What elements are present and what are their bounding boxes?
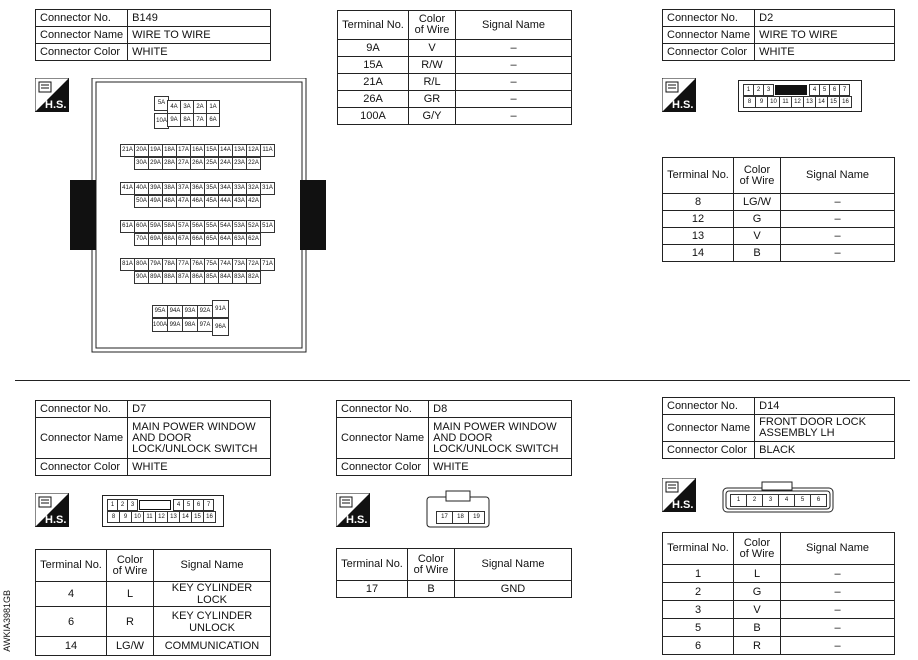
pin-9: 9 bbox=[755, 96, 768, 108]
pin-39A: 39A bbox=[148, 182, 163, 195]
pin-52A: 52A bbox=[246, 220, 261, 233]
pin-27A: 27A bbox=[176, 157, 191, 170]
pin-94A: 94A bbox=[167, 305, 183, 318]
pin-5: 5 bbox=[183, 499, 194, 511]
hs-icon bbox=[662, 78, 696, 112]
pin-16: 16 bbox=[203, 511, 216, 523]
pin-71A: 71A bbox=[260, 258, 275, 271]
b149-terminal-table: Terminal No. Color of Wire Signal Name 9A V – 15A R/W – 21A R/L – 26A GR – 100A G/Y – bbox=[337, 10, 572, 125]
table-row bbox=[36, 607, 271, 637]
pin-78A: 78A bbox=[162, 258, 177, 271]
cell-signal: – bbox=[456, 91, 572, 108]
pin-77A: 77A bbox=[176, 258, 191, 271]
hs-icon bbox=[336, 493, 370, 527]
pin-45A: 45A bbox=[204, 195, 219, 208]
pin-46A: 46A bbox=[190, 195, 205, 208]
cell-color: G/Y bbox=[409, 108, 456, 125]
pin-15: 15 bbox=[191, 511, 204, 523]
d2-terminal-table: Terminal No. Color of Wire Signal Name 8 LG/W – 12 G – 13 V – 14 B – bbox=[662, 157, 895, 262]
pin-73A: 73A bbox=[232, 258, 247, 271]
cell-signal: GND bbox=[455, 581, 572, 598]
cell-signal: – bbox=[781, 194, 895, 211]
pin-1: 1 bbox=[743, 84, 754, 96]
d8-connector-diagram bbox=[426, 487, 490, 529]
cell-color: R bbox=[107, 607, 154, 637]
pin-74A: 74A bbox=[218, 258, 233, 271]
cell-signal: – bbox=[781, 583, 895, 601]
pin-23A: 23A bbox=[232, 157, 247, 170]
svg-text:H.S.: H.S. bbox=[672, 99, 694, 111]
cell-terminal: 17 bbox=[337, 581, 408, 598]
pin-17A: 17A bbox=[176, 144, 191, 157]
pin-11A: 11A bbox=[260, 144, 275, 157]
cell-signal: – bbox=[781, 619, 895, 637]
pin-68A: 68A bbox=[162, 233, 177, 246]
pin-3: 3 bbox=[763, 84, 774, 96]
pin-69A: 69A bbox=[148, 233, 163, 246]
pin-13: 13 bbox=[803, 96, 816, 108]
pin-13A: 13A bbox=[232, 144, 247, 157]
table-row bbox=[663, 637, 895, 655]
pin-65A: 65A bbox=[204, 233, 219, 246]
cell-signal: KEY CYLINDER LOCK bbox=[154, 582, 271, 607]
cell-color: GR bbox=[409, 91, 456, 108]
table-row bbox=[663, 211, 895, 228]
pin-10: 10 bbox=[767, 96, 780, 108]
cell-terminal: 13 bbox=[663, 228, 734, 245]
pin-1A: 1A bbox=[206, 100, 220, 114]
pin-4A: 4A bbox=[167, 100, 181, 114]
pin-3: 3 bbox=[127, 499, 138, 511]
pin-51A: 51A bbox=[260, 220, 275, 233]
d8-info-table: Connector No. D8 Connector Name MAIN POWER WINDOW AND DOOR LOCK/UNLOCK SWITCH Connector Color WHITE bbox=[336, 400, 572, 476]
pin-2: 2 bbox=[746, 494, 763, 507]
cell-signal: – bbox=[781, 211, 895, 228]
pin-72A: 72A bbox=[246, 258, 261, 271]
pin-91A: 91A bbox=[212, 300, 229, 318]
pin-21A: 21A bbox=[120, 144, 135, 157]
table-row bbox=[338, 91, 572, 108]
pin-86A: 86A bbox=[190, 271, 205, 284]
pin-42A: 42A bbox=[246, 195, 261, 208]
pin-13: 13 bbox=[167, 511, 180, 523]
cell-color: L bbox=[734, 565, 781, 583]
pin-96A: 96A bbox=[212, 318, 229, 336]
pin-93A: 93A bbox=[182, 305, 198, 318]
pin-6: 6 bbox=[193, 499, 204, 511]
cell-color: G bbox=[734, 211, 781, 228]
pin-11: 11 bbox=[143, 511, 156, 523]
cell-terminal: 26A bbox=[338, 91, 409, 108]
d8-terminal-table: Terminal No. Color of Wire Signal Name 17 B GND bbox=[336, 548, 572, 598]
pin-12: 12 bbox=[791, 96, 804, 108]
svg-text:H.S.: H.S. bbox=[672, 499, 694, 511]
cell-terminal: 21A bbox=[338, 74, 409, 91]
pin-7: 7 bbox=[839, 84, 850, 96]
pin-34A: 34A bbox=[218, 182, 233, 195]
pin-15: 15 bbox=[827, 96, 840, 108]
d14-info-table: Connector No. D14 Connector Name FRONT DOOR LOCK ASSEMBLY LH Connector Color BLACK bbox=[662, 397, 895, 459]
hs-icon bbox=[35, 493, 69, 527]
pin-30A: 30A bbox=[134, 157, 149, 170]
cell-signal: – bbox=[781, 228, 895, 245]
locking-tab bbox=[775, 85, 807, 95]
pin-6: 6 bbox=[829, 84, 840, 96]
pin-84A: 84A bbox=[218, 271, 233, 284]
pin-38A: 38A bbox=[162, 182, 177, 195]
pin-4: 4 bbox=[173, 499, 184, 511]
cell-color: V bbox=[734, 601, 781, 619]
pin-60A: 60A bbox=[134, 220, 149, 233]
pin-16A: 16A bbox=[190, 144, 205, 157]
pin-85A: 85A bbox=[204, 271, 219, 284]
pin-18: 18 bbox=[452, 511, 469, 524]
table-row bbox=[663, 619, 895, 637]
cell-terminal: 6 bbox=[663, 637, 734, 655]
pin-3: 3 bbox=[762, 494, 779, 507]
pin-19A: 19A bbox=[148, 144, 163, 157]
table-row bbox=[663, 228, 895, 245]
pin-20A: 20A bbox=[134, 144, 149, 157]
pin-4: 4 bbox=[778, 494, 795, 507]
pin-57A: 57A bbox=[176, 220, 191, 233]
pin-95A: 95A bbox=[152, 305, 168, 318]
d14-terminal-table: Terminal No. Color of Wire Signal Name 1 L – 2 G – 3 V – 5 B – 6 R – bbox=[662, 532, 895, 655]
pin-5: 5 bbox=[794, 494, 811, 507]
pin-10: 10 bbox=[131, 511, 144, 523]
pin-8: 8 bbox=[743, 96, 756, 108]
pin-5: 5 bbox=[819, 84, 830, 96]
pin-5A: 5A bbox=[154, 96, 169, 111]
cell-terminal: 5 bbox=[663, 619, 734, 637]
svg-text:H.S.: H.S. bbox=[346, 514, 368, 526]
pin-2: 2 bbox=[117, 499, 128, 511]
b149-info-table: Connector No. B149 Connector Name WIRE TO WIRE Connector Color WHITE bbox=[35, 9, 271, 61]
cell-color: V bbox=[409, 40, 456, 57]
pin-12: 12 bbox=[155, 511, 168, 523]
table-row bbox=[663, 245, 895, 262]
pin-6: 6 bbox=[810, 494, 827, 507]
pin-63A: 63A bbox=[232, 233, 247, 246]
d2-connector-diagram bbox=[738, 80, 862, 112]
cell-terminal: 15A bbox=[338, 57, 409, 74]
cell-color: R/L bbox=[409, 74, 456, 91]
pin-14: 14 bbox=[815, 96, 828, 108]
pin-33A: 33A bbox=[232, 182, 247, 195]
cell-terminal: 4 bbox=[36, 582, 107, 607]
cell-color: LG/W bbox=[107, 637, 154, 656]
pin-76A: 76A bbox=[190, 258, 205, 271]
section-divider bbox=[15, 380, 910, 381]
pin-70A: 70A bbox=[134, 233, 149, 246]
pin-2: 2 bbox=[753, 84, 764, 96]
cell-color: B bbox=[734, 245, 781, 262]
pin-2A: 2A bbox=[193, 100, 207, 114]
table-row bbox=[337, 581, 572, 598]
pin-36A: 36A bbox=[190, 182, 205, 195]
pin-41A: 41A bbox=[120, 182, 135, 195]
pin-75A: 75A bbox=[204, 258, 219, 271]
cell-color: B bbox=[734, 619, 781, 637]
cell-signal: – bbox=[781, 565, 895, 583]
pin-16: 16 bbox=[839, 96, 852, 108]
pin-50A: 50A bbox=[134, 195, 149, 208]
cell-signal: – bbox=[456, 57, 572, 74]
pin-35A: 35A bbox=[204, 182, 219, 195]
cell-color: R bbox=[734, 637, 781, 655]
cell-terminal: 9A bbox=[338, 40, 409, 57]
pin-100A: 100A bbox=[152, 318, 168, 332]
pin-9A: 9A bbox=[167, 113, 181, 127]
cell-signal: – bbox=[781, 601, 895, 619]
pin-6A: 6A bbox=[206, 113, 220, 127]
pin-4: 4 bbox=[809, 84, 820, 96]
b149-connector-no: B149 bbox=[128, 10, 271, 27]
pin-67A: 67A bbox=[176, 233, 191, 246]
pin-29A: 29A bbox=[148, 157, 163, 170]
cell-terminal: 2 bbox=[663, 583, 734, 601]
pin-55A: 55A bbox=[204, 220, 219, 233]
table-row bbox=[663, 565, 895, 583]
pin-19: 19 bbox=[468, 511, 485, 524]
hs-icon bbox=[35, 78, 69, 112]
pin-88A: 88A bbox=[162, 271, 177, 284]
cell-signal: – bbox=[781, 245, 895, 262]
pin-12A: 12A bbox=[246, 144, 261, 157]
b149-connector-diagram bbox=[70, 78, 326, 354]
pin-64A: 64A bbox=[218, 233, 233, 246]
cell-signal: – bbox=[781, 637, 895, 655]
table-row bbox=[338, 40, 572, 57]
pin-81A: 81A bbox=[120, 258, 135, 271]
pin-24A: 24A bbox=[218, 157, 233, 170]
d2-info-table: Connector No. D2 Connector Name WIRE TO WIRE Connector Color WHITE bbox=[662, 9, 895, 61]
pin-7A: 7A bbox=[193, 113, 207, 127]
cell-terminal: 8 bbox=[663, 194, 734, 211]
pin-79A: 79A bbox=[148, 258, 163, 271]
pin-14: 14 bbox=[179, 511, 192, 523]
table-row bbox=[36, 582, 271, 607]
pin-7: 7 bbox=[203, 499, 214, 511]
cell-color: V bbox=[734, 228, 781, 245]
pin-9: 9 bbox=[119, 511, 132, 523]
cell-signal: COMMUNICATION bbox=[154, 637, 271, 656]
pin-43A: 43A bbox=[232, 195, 247, 208]
table-row bbox=[663, 601, 895, 619]
pin-11: 11 bbox=[779, 96, 792, 108]
pin-82A: 82A bbox=[246, 271, 261, 284]
locking-tab bbox=[139, 500, 171, 510]
cell-terminal: 14 bbox=[663, 245, 734, 262]
table-row bbox=[36, 637, 271, 656]
pin-61A: 61A bbox=[120, 220, 135, 233]
pin-22A: 22A bbox=[246, 157, 261, 170]
pin-80A: 80A bbox=[134, 258, 149, 271]
cell-signal: – bbox=[456, 40, 572, 57]
table-row bbox=[338, 108, 572, 125]
cell-color: L bbox=[107, 582, 154, 607]
pin-18A: 18A bbox=[162, 144, 177, 157]
pin-87A: 87A bbox=[176, 271, 191, 284]
cell-signal: – bbox=[456, 74, 572, 91]
pin-89A: 89A bbox=[148, 271, 163, 284]
pin-49A: 49A bbox=[148, 195, 163, 208]
table-row bbox=[663, 583, 895, 601]
hs-icon bbox=[662, 478, 696, 512]
d14-connector-diagram bbox=[722, 480, 834, 514]
pin-17: 17 bbox=[436, 511, 453, 524]
pin-8: 8 bbox=[107, 511, 120, 523]
cell-terminal: 12 bbox=[663, 211, 734, 228]
cell-color: G bbox=[734, 583, 781, 601]
pin-15A: 15A bbox=[204, 144, 219, 157]
pin-14A: 14A bbox=[218, 144, 233, 157]
pin-83A: 83A bbox=[232, 271, 247, 284]
pin-1: 1 bbox=[730, 494, 747, 507]
d7-info-table: Connector No. D7 Connector Name MAIN POWER WINDOW AND DOOR LOCK/UNLOCK SWITCH Connector Color WHITE bbox=[35, 400, 271, 476]
cell-color: LG/W bbox=[734, 194, 781, 211]
pin-66A: 66A bbox=[190, 233, 205, 246]
b149-connector-name: WIRE TO WIRE bbox=[128, 27, 271, 44]
pin-99A: 99A bbox=[167, 318, 183, 332]
pin-47A: 47A bbox=[176, 195, 191, 208]
pin-48A: 48A bbox=[162, 195, 177, 208]
pin-1: 1 bbox=[107, 499, 118, 511]
pin-31A: 31A bbox=[260, 182, 275, 195]
pin-10A: 10A bbox=[154, 113, 169, 129]
pin-90A: 90A bbox=[134, 271, 149, 284]
b149-connector-color: WHITE bbox=[128, 44, 271, 61]
pin-92A: 92A bbox=[197, 305, 213, 318]
cell-terminal: 14 bbox=[36, 637, 107, 656]
cell-terminal: 100A bbox=[338, 108, 409, 125]
pin-59A: 59A bbox=[148, 220, 163, 233]
pin-62A: 62A bbox=[246, 233, 261, 246]
cell-terminal: 6 bbox=[36, 607, 107, 637]
pin-3A: 3A bbox=[180, 100, 194, 114]
table-row bbox=[338, 74, 572, 91]
pin-53A: 53A bbox=[232, 220, 247, 233]
pin-98A: 98A bbox=[182, 318, 198, 332]
cell-terminal: 1 bbox=[663, 565, 734, 583]
table-row bbox=[663, 194, 895, 211]
pin-37A: 37A bbox=[176, 182, 191, 195]
pin-58A: 58A bbox=[162, 220, 177, 233]
d7-terminal-table: Terminal No. Color of Wire Signal Name 4 L KEY CYLINDER LOCK 6 R KEY CYLINDER UNLOCK 14 LG/W COMMUNICATION bbox=[35, 549, 271, 656]
cell-color: B bbox=[408, 581, 455, 598]
svg-text:H.S.: H.S. bbox=[45, 99, 67, 111]
d7-connector-diagram bbox=[102, 495, 224, 527]
pin-32A: 32A bbox=[246, 182, 261, 195]
pin-44A: 44A bbox=[218, 195, 233, 208]
cell-signal: – bbox=[456, 108, 572, 125]
pin-40A: 40A bbox=[134, 182, 149, 195]
pin-25A: 25A bbox=[204, 157, 219, 170]
cell-color: R/W bbox=[409, 57, 456, 74]
svg-text:H.S.: H.S. bbox=[45, 514, 67, 526]
cell-terminal: 3 bbox=[663, 601, 734, 619]
pin-28A: 28A bbox=[162, 157, 177, 170]
pin-56A: 56A bbox=[190, 220, 205, 233]
pin-26A: 26A bbox=[190, 157, 205, 170]
document-code: AWKIA3981GB bbox=[2, 590, 12, 652]
pin-97A: 97A bbox=[197, 318, 213, 332]
pin-8A: 8A bbox=[180, 113, 194, 127]
cell-signal: KEY CYLINDER UNLOCK bbox=[154, 607, 271, 637]
pin-54A: 54A bbox=[218, 220, 233, 233]
table-row bbox=[338, 57, 572, 74]
